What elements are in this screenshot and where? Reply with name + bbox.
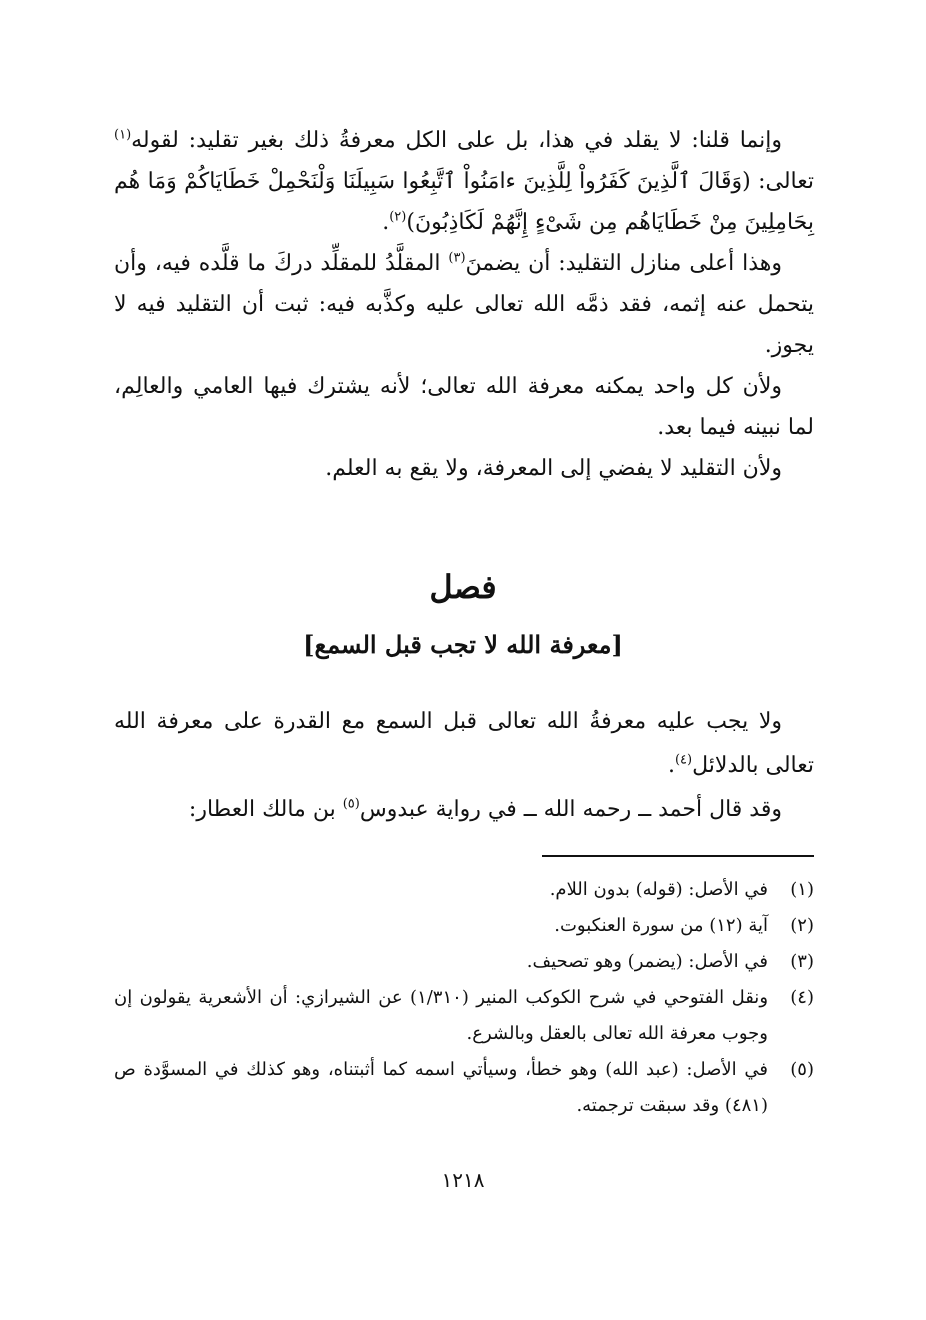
section-subheading: [معرفة الله لا تجب قبل السمع] xyxy=(303,630,623,659)
footnote-divider xyxy=(542,855,814,857)
paragraph-1-quran: تعالى: (وَقَالَ ٱلَّذِينَ كَفَرُواْ لِلَّذِينَ ءامَنُواْ ٱتَّبِعُوا سَبِيلَنَا وَلْنَحْمِلْ خَطَايَاكُمْ وَمَا هُم بِحَامِلِينَ مِنْ خَطَايَاهُم مِن شَىْءٍ إِنَّهُمْ لَكَاذِبُونَ) xyxy=(114,169,814,235)
paragraph-1-text: وإنما قلنا: لا يقلد في هذا، بل على الكل معرفةُ ذلك بغير تقليد: لقوله xyxy=(131,128,782,153)
footnotes xyxy=(114,872,814,1124)
footnote-ref-3: (٣) xyxy=(448,250,466,266)
footnote-number: (١) xyxy=(790,879,814,900)
footnote-ref-4: (٤) xyxy=(674,752,693,768)
footnote-number: (٣) xyxy=(790,951,814,972)
footnote-number: (٤) xyxy=(790,987,814,1008)
footnote-text: في الأصل: (عبد الله) وهو خطأ، وسيأتي اسمه كما أثبتناه، وهو كذلك في المسوَّدة ص (٤٨١) وقد سبقت ترجمته. xyxy=(114,1059,768,1116)
footnote-number: (٥) xyxy=(790,1059,814,1080)
footnote-text: في الأصل: (قوله) بدون اللام. xyxy=(549,879,768,900)
footnote-item xyxy=(114,872,814,908)
footnote-item xyxy=(114,944,814,980)
footnote-item xyxy=(114,908,814,944)
paragraph-5-text: ولا يجب عليه معرفةُ الله تعالى قبل السمع مع القدرة على معرفة الله تعالى بالدلائل xyxy=(114,709,814,778)
section-heading: فصل xyxy=(429,568,497,606)
section-text-block xyxy=(114,700,814,832)
paragraph-6-rest: بن مالك العطار: xyxy=(188,797,343,822)
main-text-block xyxy=(114,120,814,489)
paragraph-2 xyxy=(114,243,814,366)
footnote-ref-2: (٢) xyxy=(389,209,407,225)
paragraph-5 xyxy=(114,700,814,788)
paragraph-4-text: ولأن التقليد لا يفضي إلى المعرفة، ولا يقع به العلم. xyxy=(325,456,782,481)
paragraph-2-rest: المقلَّدُ للمقلِّد دركَ ما قلَّده فيه، وأن يتحمل عنه إثمه، فقد ذمَّه الله تعالى عليه وكذَّبه فيه: ثبت أن التقليد فيه لا يجوز. xyxy=(114,251,814,358)
paragraph-6 xyxy=(114,788,814,832)
paragraph-4 xyxy=(114,448,814,489)
footnote-item xyxy=(114,980,814,1052)
paragraph-1 xyxy=(114,120,814,243)
paragraph-3-text: ولأن كل واحد يمكنه معرفة الله تعالى؛ لأنه يشترك فيها العامي والعالِم، لما نبينه فيما بعد. xyxy=(114,374,814,440)
paragraph-3 xyxy=(114,366,814,448)
footnote-text: آية (١٢) من سورة العنكبوت. xyxy=(554,915,768,936)
paragraph-1-end: . xyxy=(382,210,390,235)
footnote-item xyxy=(114,1052,814,1124)
footnote-number: (٢) xyxy=(790,915,814,936)
page-number: ١٢١٨ xyxy=(441,1168,485,1192)
paragraph-2-text: وهذا أعلى منازل التقليد: أن يضمنَ xyxy=(465,251,782,276)
paragraph-6-text: وقد قال أحمد ــ رحمه الله ــ في رواية عبدوس xyxy=(359,797,782,822)
footnote-text: في الأصل: (يضمر) وهو تصحيف. xyxy=(526,951,768,972)
footnote-ref-5: (٥) xyxy=(342,796,360,812)
paragraph-5-end: . xyxy=(667,753,675,778)
footnote-text: ونقل الفتوحي في شرح الكوكب المنير (١/٣١٠) عن الشيرازي: أن الأشعرية يقولون إن وجوب معرفة الله تعالى بالعقل وبالشرع. xyxy=(114,987,769,1044)
footnote-ref-1: (١) xyxy=(114,127,132,143)
